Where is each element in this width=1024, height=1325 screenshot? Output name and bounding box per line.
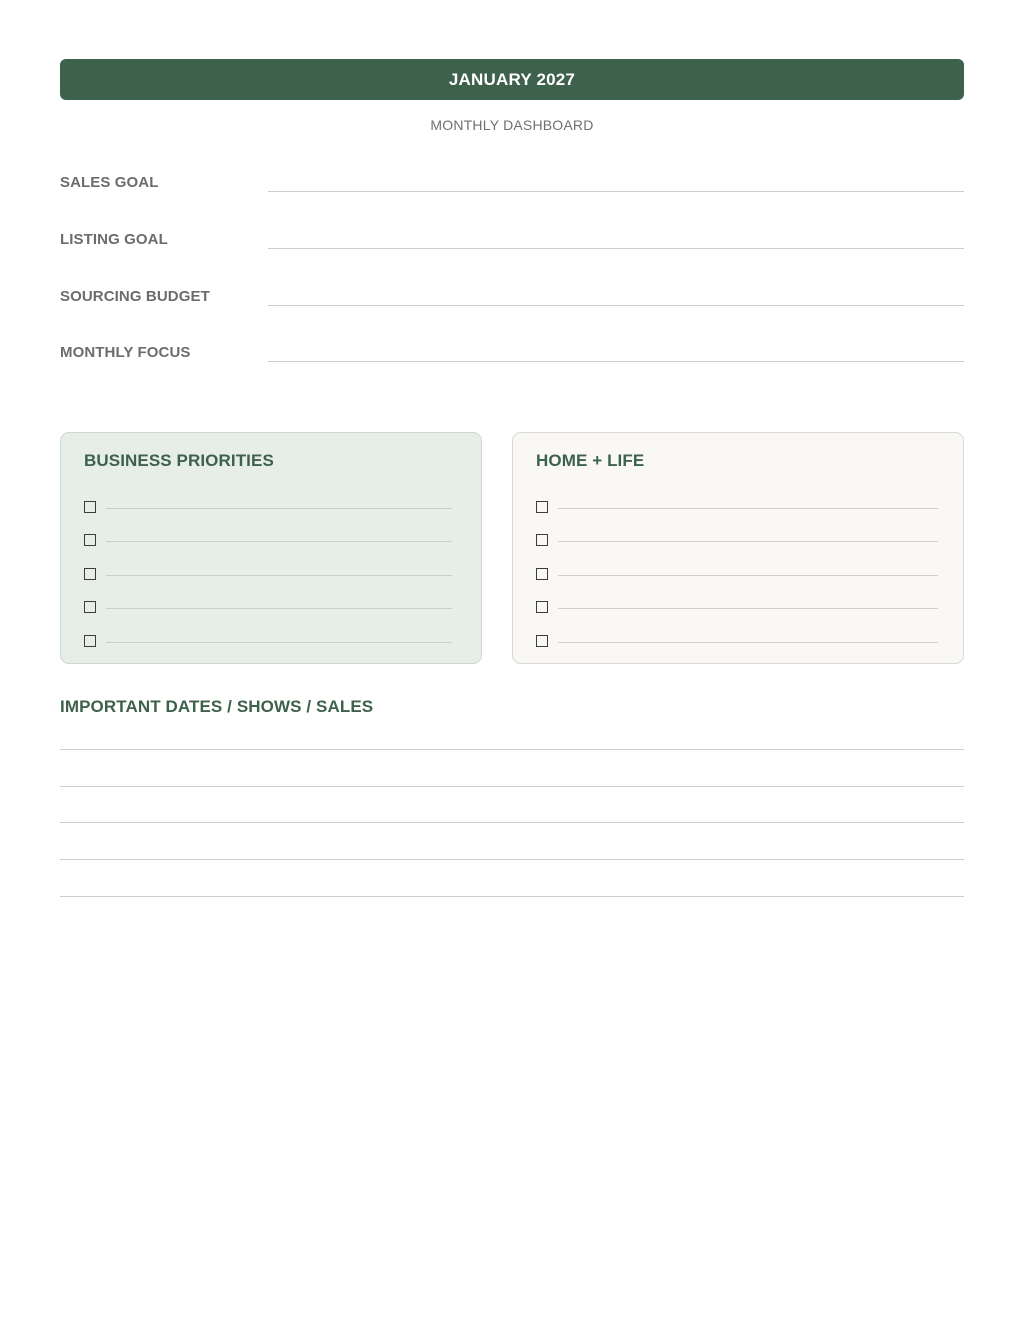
home-life-item: [536, 568, 938, 582]
goal-row-sourcing: [60, 288, 964, 312]
goal-row-focus: [60, 344, 964, 368]
month-title: JANUARY 2027: [448, 69, 576, 89]
home-life-item: [536, 601, 938, 615]
listing-goal-label: LISTING GOAL: [60, 231, 168, 248]
month-header-bar: [60, 59, 964, 100]
checkbox-icon[interactable]: [536, 534, 548, 546]
checkbox-icon[interactable]: [84, 568, 96, 580]
checkbox-icon[interactable]: [536, 635, 548, 647]
sourcing-budget-label: SOURCING BUDGET: [60, 288, 210, 305]
home-life-field[interactable]: [558, 541, 938, 542]
home-life-card: [512, 432, 964, 664]
important-date-line[interactable]: [60, 896, 964, 897]
home-life-field[interactable]: [558, 575, 938, 576]
goal-row-listing: [60, 231, 964, 255]
checkbox-icon[interactable]: [84, 601, 96, 613]
home-life-field[interactable]: [558, 642, 938, 643]
checkbox-icon[interactable]: [536, 601, 548, 613]
important-date-line[interactable]: [60, 859, 964, 860]
business-priority-field[interactable]: [106, 541, 452, 542]
business-priorities-title: BUSINESS PRIORITIES: [84, 451, 274, 470]
business-priority-field[interactable]: [106, 608, 452, 609]
listing-goal-field[interactable]: [268, 248, 964, 249]
checkbox-icon[interactable]: [84, 501, 96, 513]
monthly-focus-label: MONTHLY FOCUS: [60, 344, 191, 361]
home-life-item: [536, 534, 938, 548]
sourcing-budget-field[interactable]: [268, 305, 964, 306]
checkbox-icon[interactable]: [84, 635, 96, 647]
business-priority-item: [84, 635, 452, 649]
home-life-item: [536, 501, 938, 515]
important-date-line[interactable]: [60, 749, 964, 750]
home-life-field[interactable]: [558, 508, 938, 509]
business-priority-field[interactable]: [106, 642, 452, 643]
business-priority-item: [84, 534, 452, 548]
sales-goal-field[interactable]: [268, 191, 964, 192]
sales-goal-label: SALES GOAL: [60, 174, 159, 191]
business-priorities-card: [60, 432, 482, 664]
checkbox-icon[interactable]: [536, 501, 548, 513]
business-priority-item: [84, 568, 452, 582]
checkbox-icon[interactable]: [84, 534, 96, 546]
important-date-line[interactable]: [60, 822, 964, 823]
home-life-item: [536, 635, 938, 649]
home-life-title: HOME + LIFE: [536, 451, 645, 470]
important-dates-title: IMPORTANT DATES / SHOWS / SALES: [60, 697, 374, 716]
important-date-line[interactable]: [60, 786, 964, 787]
home-life-field[interactable]: [558, 608, 938, 609]
business-priority-item: [84, 601, 452, 615]
goal-row-sales: [60, 174, 964, 198]
business-priority-field[interactable]: [106, 575, 452, 576]
page-subtitle: MONTHLY DASHBOARD: [430, 117, 594, 133]
business-priority-item: [84, 501, 452, 515]
checkbox-icon[interactable]: [536, 568, 548, 580]
business-priority-field[interactable]: [106, 508, 452, 509]
monthly-focus-field[interactable]: [268, 361, 964, 362]
